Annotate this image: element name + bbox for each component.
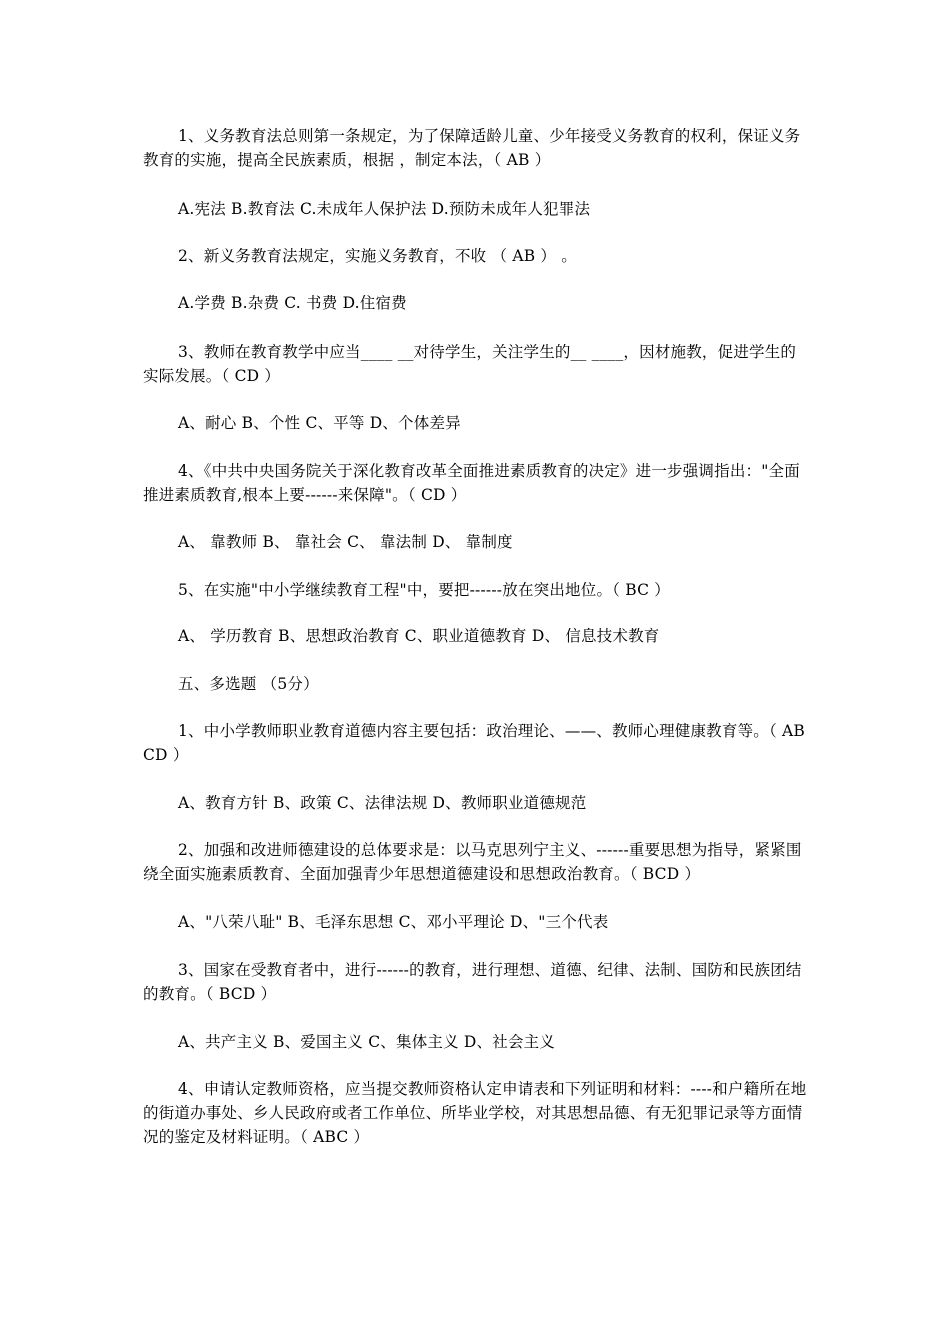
multi-question-3-options: A、共产主义 B、爱国主义 C、集体主义 D、社会主义 <box>178 1033 556 1051</box>
multi-question-2-options: A、"八荣八耻" B、毛泽东思想 C、邓小平理论 D、"三个代表 <box>178 913 609 931</box>
question-5-text: 5、在实施"中小学继续教育工程"中，要把------放在突出地位。（ BC ） <box>178 581 670 599</box>
multi-question-4-text: 4、申请认定教师资格，应当提交教师资格认定申请表和下列证明和材料：----和户籍所在地的街道办事处、乡人民政府或者工作单位、所毕业学校，对其思想品德、有无犯罪记录等方面情况的鉴定及材料证明。（ ABC ） <box>143 1080 807 1146</box>
multi-question-2-text: 2、加强和改进师德建设的总体要求是：以马克思列宁主义、------重要思想为指导，紧紧围绕全面实施素质教育、全面加强青少年思想道德建设和思想政治教育。（ BCD ） <box>143 841 802 883</box>
multi-question-3-text: 3、国家在受教育者中，进行------的教育，进行理想、道德、纪律、法制、国防和民族团结的教育。（ BCD ） <box>143 961 802 1003</box>
question-4-options: A、 靠教师 B、 靠社会 C、 靠法制 D、 靠制度 <box>178 533 513 551</box>
question-1-options: A.宪法 B.教育法 C.未成年人保护法 D.预防未成年人犯罪法 <box>178 200 591 218</box>
multi-question-1-text: 1、中小学教师职业教育道德内容主要包括：政治理论、——、教师心理健康教育等。（ ABCD ） <box>143 722 806 764</box>
question-4-text: 4、《中共中央国务院关于深化教育改革全面推进素质教育的决定》进一步强调指出："全面推进素质教育,根本上要------来保障"。（ CD ） <box>143 462 800 504</box>
question-3-options: A、耐心 B、个性 C、平等 D、个体差异 <box>178 414 461 432</box>
question-1-text: 1、义务教育法总则第一条规定，为了保障适龄儿童、少年接受义务教育的权利，保证义务教育的实施，提高全民族素质，根据 ，制定本法，（ AB ） <box>143 127 801 169</box>
question-5-options: A、 学历教育 B、思想政治教育 C、职业道德教育 D、 信息技术教育 <box>178 627 660 645</box>
question-2-options: A.学费 B.杂费 C. 书费 D.住宿费 <box>178 294 407 312</box>
question-3-text: 3、教师在教育教学中应当____ __对待学生，关注学生的__ ____，因材施教，促进学生的实际发展。（ CD ） <box>143 343 797 385</box>
section-heading: 五、多选题 （5分） <box>178 675 319 693</box>
multi-question-1-options: A、教育方针 B、政策 C、法律法规 D、教师职业道德规范 <box>178 794 587 812</box>
question-2-text: 2、新义务教育法规定，实施义务教育，不收 （ AB ） 。 <box>178 247 577 265</box>
